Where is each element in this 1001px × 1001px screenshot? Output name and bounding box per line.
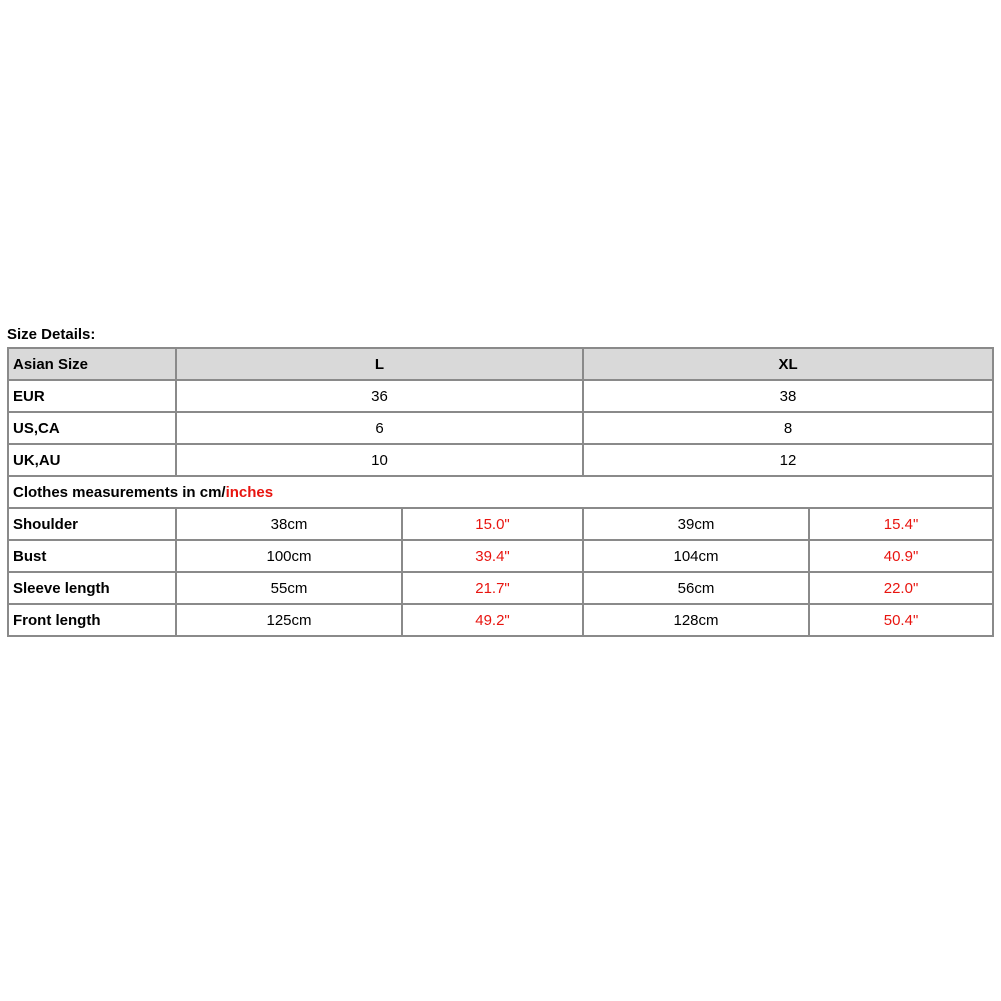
inch-value: 49.2" — [402, 604, 583, 636]
measurement-row-front-length — [8, 604, 993, 636]
cm-value: 55cm — [176, 572, 402, 604]
cm-value: 38cm — [176, 508, 402, 540]
row-label: Bust — [8, 540, 176, 572]
conversion-row-us-ca — [8, 412, 993, 444]
cm-value: 125cm — [176, 604, 402, 636]
size-l-header: L — [176, 348, 583, 380]
row-label: Shoulder — [8, 508, 176, 540]
cm-value: 128cm — [583, 604, 809, 636]
measurements-heading-row — [8, 476, 993, 508]
conversion-row-uk-au — [8, 444, 993, 476]
cm-value: 39cm — [583, 508, 809, 540]
asian-size-label: Asian Size — [8, 348, 176, 380]
cm-value: 56cm — [583, 572, 809, 604]
measurements-heading — [8, 476, 993, 508]
cm-value: 100cm — [176, 540, 402, 572]
inch-value: 50.4" — [809, 604, 993, 636]
inch-value: 21.7" — [402, 572, 583, 604]
row-label: Front length — [8, 604, 176, 636]
inch-value: 22.0" — [809, 572, 993, 604]
conversion-row-eur — [8, 380, 993, 412]
row-label: US,CA — [8, 412, 176, 444]
inch-value: 15.4" — [809, 508, 993, 540]
value-cell: 38 — [583, 380, 993, 412]
row-label: UK,AU — [8, 444, 176, 476]
size-xl-header: XL — [583, 348, 993, 380]
value-cell: 6 — [176, 412, 583, 444]
measurements-heading-prefix: Clothes measurements in cm/ — [13, 483, 226, 501]
value-cell: 8 — [583, 412, 993, 444]
value-cell: 36 — [176, 380, 583, 412]
measurement-row-sleeve-length — [8, 572, 993, 604]
value-cell: 10 — [176, 444, 583, 476]
inch-value: 40.9" — [809, 540, 993, 572]
size-details — [7, 325, 992, 637]
measurement-row-bust — [8, 540, 993, 572]
size-table — [7, 347, 994, 637]
measurements-heading-inches: inches — [225, 483, 274, 501]
section-title: Size Details: — [7, 326, 96, 343]
row-label: Sleeve length — [8, 572, 176, 604]
header-row — [8, 348, 993, 380]
inch-value: 15.0" — [402, 508, 583, 540]
measurement-row-shoulder — [8, 508, 993, 540]
value-cell: 12 — [583, 444, 993, 476]
inch-value: 39.4" — [402, 540, 583, 572]
cm-value: 104cm — [583, 540, 809, 572]
row-label: EUR — [8, 380, 176, 412]
